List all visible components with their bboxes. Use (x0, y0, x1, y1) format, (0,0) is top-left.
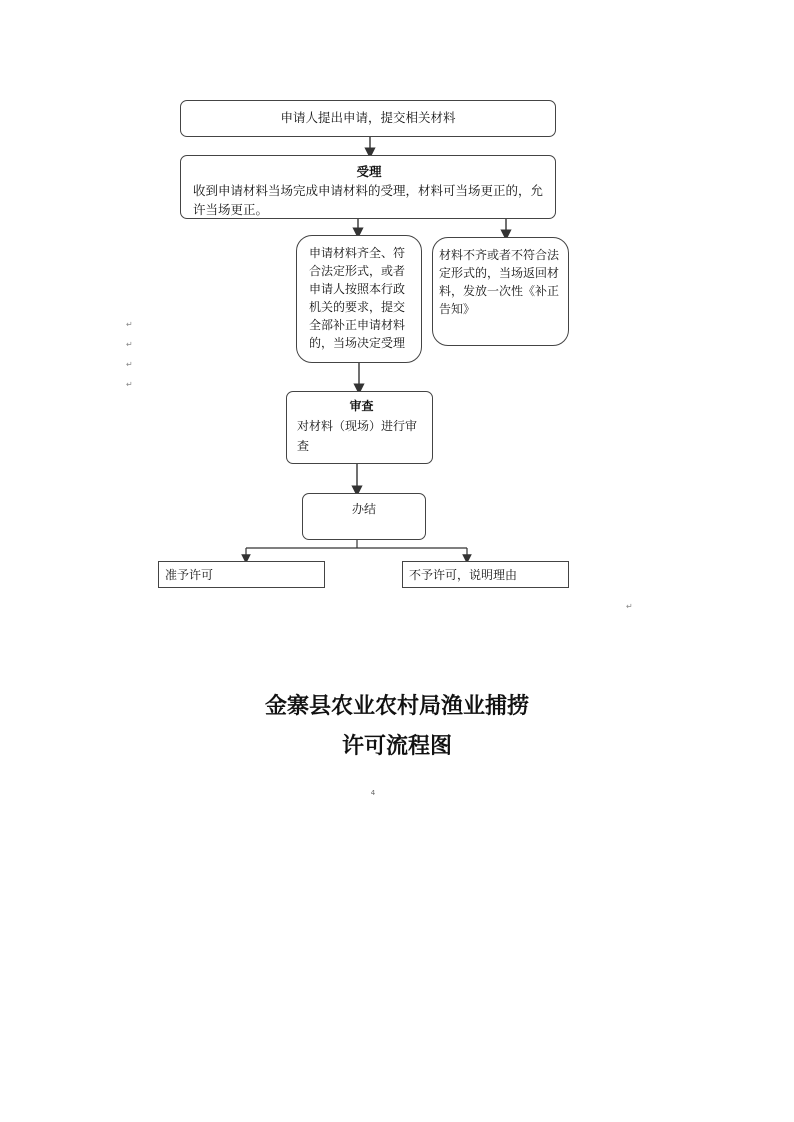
step-acceptance (180, 155, 556, 219)
step-acceptance-body: 收到申请材料当场完成申请材料的受理，材料可当场更正的，允许当场更正。 (193, 183, 544, 217)
outcome-deny-permit-text: 不予许可，说明理由 (409, 568, 518, 582)
step-submit-application-text: 申请人提出申请，提交相关材料 (280, 110, 456, 125)
step-acceptance-title: 受理 (356, 164, 382, 179)
step-conclude-text: 办结 (351, 502, 376, 516)
outcome-grant-permit-text: 准予许可 (165, 568, 214, 582)
step-review-body: 对材料（现场）进行审查 (297, 419, 418, 453)
step-submit-application (180, 100, 556, 137)
step-conclude (302, 493, 426, 540)
document-title-line1: 金寨县农业农村局渔业捕捞 (264, 693, 529, 719)
formatting-mark: ↵ (626, 602, 633, 611)
formatting-mark: ↵ (126, 320, 133, 329)
outcome-grant-permit (158, 561, 325, 588)
step-materials-incomplete (432, 237, 569, 346)
page-number: 4 (370, 789, 376, 797)
formatting-mark: ↵ (126, 340, 133, 349)
step-review-title: 审查 (349, 399, 374, 413)
outcome-deny-permit (402, 561, 569, 588)
document-title-line2: 许可流程图 (341, 733, 452, 759)
step-materials-complete (296, 235, 422, 363)
formatting-mark: ↵ (126, 380, 133, 389)
step-materials-complete-text: 申请材料齐全、符合法定形式，或者申请人按照本行政机关的要求，提交全部补正申请材料的，当场决定受理 (309, 246, 406, 350)
formatting-mark: ↵ (126, 360, 133, 369)
step-materials-incomplete-text: 材料不齐或者不符合法定形式的，当场返回材料，发放一次性《补正告知》 (439, 248, 560, 316)
step-review (286, 391, 433, 464)
